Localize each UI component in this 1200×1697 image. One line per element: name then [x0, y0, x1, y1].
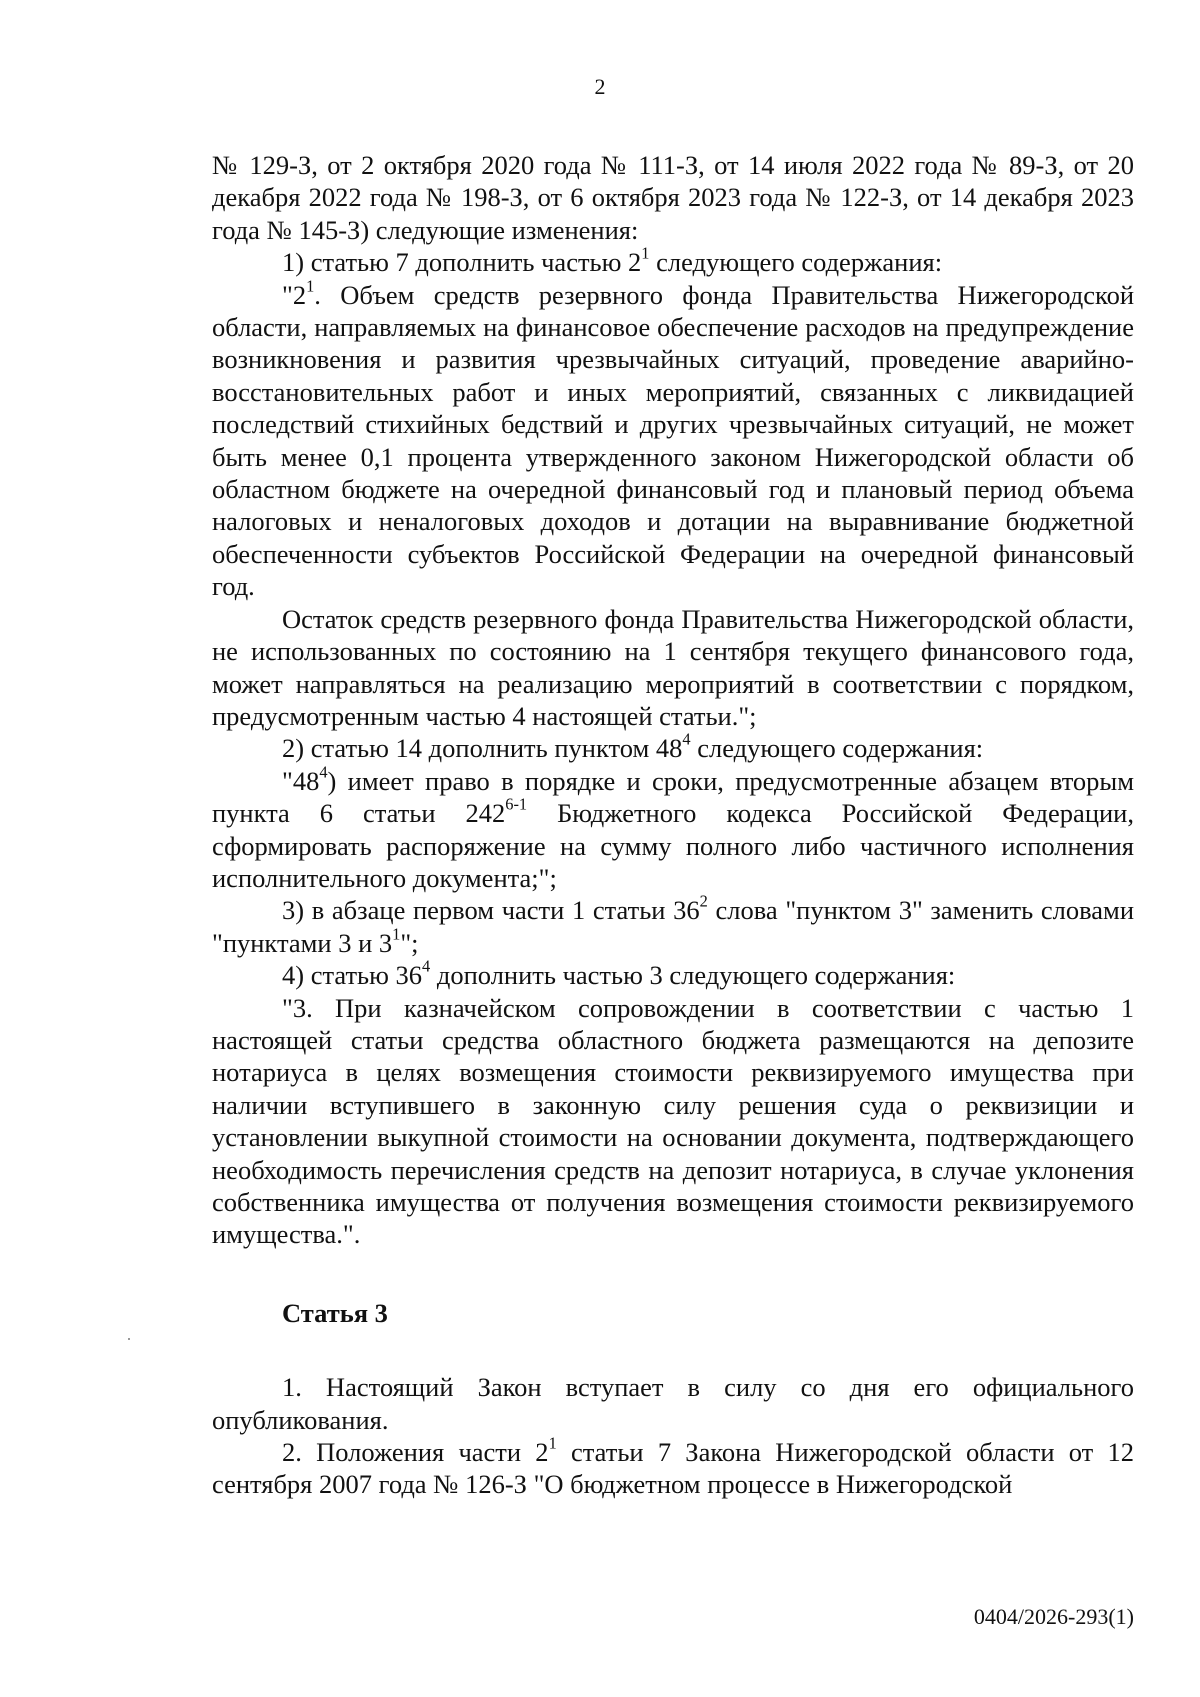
quoted-text-reserve-remainder: Остаток средств резервного фонда Правительства Нижегородской области, не использованных по состоянию на 1 сентября текущего финансового года, может направляться на реализацию мероприятий в соответствии с порядком, предусмотренным частью 4 настоящей статьи.";: [212, 603, 1134, 731]
amendment-item-3: 3) в абзаце первом части 1 статьи $36^2$ слова "пунктом 3" заменить словами "пунктами 3 и $3^1$";: [212, 892, 1135, 958]
document-body: [212, 149, 1134, 1501]
amendment-item-4: 4) статью $36^4$ дополнить частью 3 следующего содержания:: [282, 956, 956, 991]
article-3-heading: Статья 3: [282, 1297, 388, 1328]
page-number: 2: [594, 74, 606, 99]
quoted-text-part-3: "3. При казначейском сопровождении в соответствии с частью 1 настоящей статьи средства областного бюджета размещаются на депозите нотариуса в целях возмещения стоимости реквизируемого имущества при наличии вступившего в законную силу решения суда о реквизиции и установлении выкупной стоимости на основании документа, подтверждающего необходимость перечисления средств на депозит нотариуса, в случае уклонения собственника имущества от получения возмещения стоимости реквизируемого имущества.".: [212, 992, 1134, 1250]
quoted-text-point-48-4: "$48^4$) имеет право в порядке и сроки, предусмотренные абзацем вторым пункта 6 статьи 242$^{6-1}$ Бюджетного кодекса Российской Федерации, сформировать распоряжение на сумму полного либо частичного исполнения исполнительного документа;";: [212, 762, 1134, 893]
article-3-clause-1: 1. Настоящий Закон вступает в силу со дня его официального опубликования.: [212, 1372, 1134, 1435]
document-code: 0404/2026-293(1): [973, 1604, 1134, 1629]
article-3-clause-2: 2. Положения части $2^1$ статьи 7 Закона Нижегородской области от 12 сентября 2007 года № 126-З "О бюджетном процессе в Нижегородской: [212, 1433, 1134, 1500]
quoted-text-part-2-1: "$2^1$. Объем средств резервного фонда Правительства Нижегородской области, направляемых на финансовое обеспечение расходов на предупреждение возникновения и развития чрезвычайных ситуаций, проведение аварийно-восстановительных работ и иных мероприятий, связанных с ликвидацией последствий стихийных бедствий и других чрезвычайных ситуаций, не может быть менее 0,1 процента утвержденного законом Нижегородской области об областном бюджете на очередной финансовый год и плановый период объема налоговых и неналоговых доходов и дотации на выравнивание бюджетной обеспеченности субъектов Российской Федерации на очередной финансовый год.: [212, 276, 1134, 602]
amendment-item-1: 1) статью 7 дополнить частью $2^1$ следующего содержания:: [282, 243, 943, 278]
scan-margin-mark: [128, 1338, 130, 1340]
amendment-item-2: 2) статью 14 дополнить пунктом $48^4$ следующего содержания:: [282, 730, 984, 764]
paragraph-continuation: № 129-З, от 2 октября 2020 года № 111-З, от 14 июля 2022 года № 89-З, от 20 декабря 2022 года № 198-З, от 6 октября 2023 года № 122-З, от 14 декабря 2023 года № 145-З) следующие изменения:: [212, 150, 1134, 245]
